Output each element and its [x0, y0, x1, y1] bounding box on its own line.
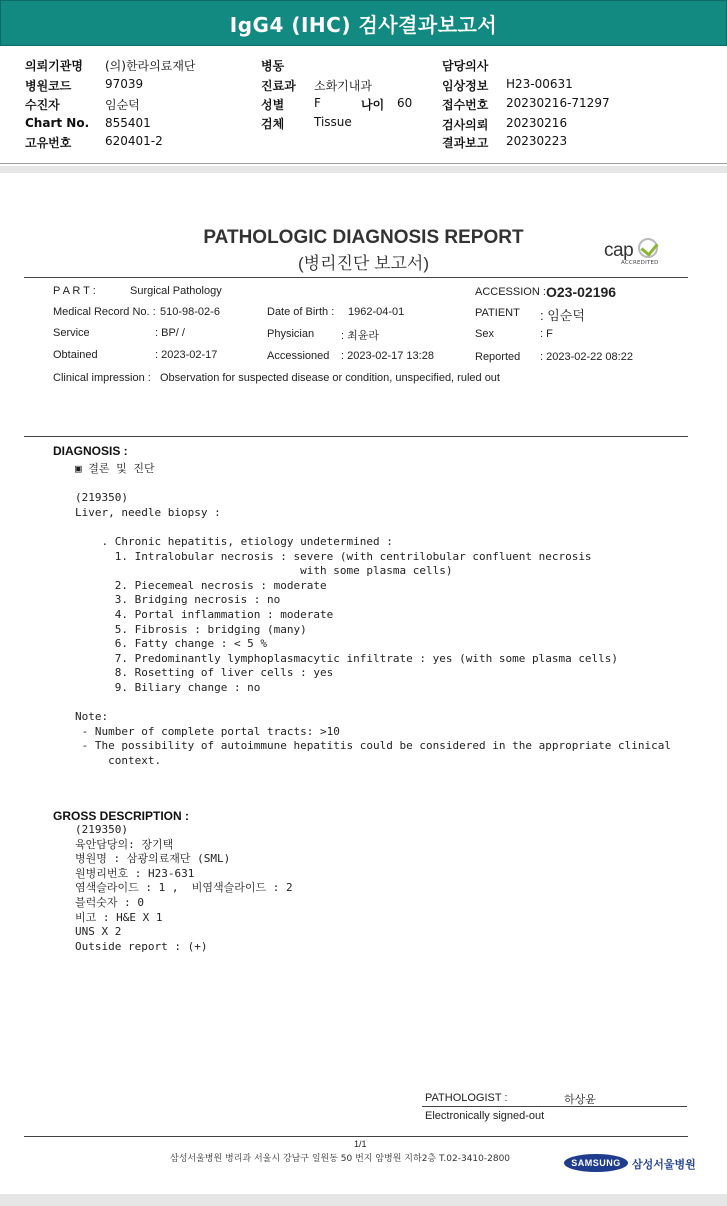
accessioned-label: Accessioned [267, 350, 330, 362]
gross-line: Outside report : (+) [75, 939, 208, 953]
pathologist-name: 하상윤 [564, 1094, 596, 1106]
part-value: Surgical Pathology [130, 285, 222, 297]
header-value: H23-00631 [506, 77, 573, 91]
diagnosis-line [75, 477, 671, 492]
header-label: 의뢰기관명 [25, 59, 83, 73]
header-value: 20230216 [506, 116, 568, 130]
bottom-band [0, 1194, 727, 1206]
diagnosis-line: 5. Fibrosis : bridging (many) [75, 622, 307, 636]
diagnosis-line: ▣ 결론 및 진단 [75, 462, 155, 475]
footer-address: 삼성서울병원 병리과 서울시 강남구 일원동 50 번지 암병원 지하2층 T.02-3410-2800 [170, 1154, 511, 1164]
report-title-bar: IgG4 (IHC) 검사결과보고서 [0, 0, 727, 46]
header-value: F [314, 96, 321, 110]
gross-line: 비고 : H&E X 1 [75, 910, 163, 924]
gross-line: (219350) [75, 823, 128, 836]
clinical-impression-value: Observation for suspected disease or condition, unspecified, ruled out [160, 372, 500, 384]
report-subtitle: (병리진단 보고서) [298, 254, 429, 273]
header-value: 60 [397, 96, 413, 110]
hospital-name: 삼성서울병원 [632, 1158, 696, 1171]
signature-line [422, 1106, 687, 1107]
sex-value: : F [540, 328, 553, 340]
page-gap-band [0, 166, 727, 173]
reported-label: Reported [475, 351, 521, 363]
header-value: 620401-2 [105, 134, 163, 148]
header-divider [0, 163, 727, 164]
diagnosis-line: context. [75, 753, 162, 767]
report-divider-mid [24, 436, 688, 437]
diagnosis-line: 6. Fatty change : < 5 % [75, 637, 268, 651]
signed-out-text: Electronically signed-out [425, 1110, 545, 1122]
diagnosis-line: . Chronic hepatitis, etiology undetermined : [75, 534, 393, 548]
header-label: 담당의사 [442, 59, 489, 73]
gross-line: 블럭숫자 : 0 [75, 895, 144, 909]
header-label: 나이 [361, 98, 385, 112]
diagnosis-heading: DIAGNOSIS : [53, 444, 128, 458]
gross-heading: GROSS DESCRIPTION : [53, 809, 190, 823]
physician-label: Physician [267, 328, 315, 340]
header-label: 검사의뢰 [442, 118, 489, 132]
diagnosis-line [75, 520, 671, 535]
header-label: 결과보고 [442, 136, 489, 150]
gross-line: 염색슬라이드 : 1 , 비염색슬라이드 : 2 [75, 881, 293, 895]
header-value: (의)한라의료재단 [105, 59, 196, 73]
diagnosis-line: with some plasma cells) [75, 564, 453, 578]
header-label: 병원코드 [25, 79, 72, 93]
part-label: P A R T : [53, 285, 96, 297]
header-value: 임순덕 [105, 98, 140, 112]
diagnosis-line: 1. Intralobular necrosis : severe (with centrilobular confluent necrosis [75, 549, 592, 563]
cap-accredited-logo [604, 238, 666, 270]
page-number: 1/1 [354, 1139, 367, 1149]
diagnosis-line: 2. Piecemeal necrosis : moderate [75, 578, 327, 592]
service-label: Service [53, 327, 90, 339]
header-value: 소화기내과 [314, 79, 372, 93]
cap-accredited-text: ACCREDITED [621, 260, 659, 266]
service-value: : BP/ / [155, 327, 185, 339]
obtained-value: : 2023-02-17 [155, 349, 218, 361]
header-label: Chart No. [25, 116, 90, 130]
gross-line: UNS X 2 [75, 925, 122, 939]
diagnosis-line: 9. Biliary change : no [75, 680, 261, 694]
diagnosis-line: 4. Portal inflammation : moderate [75, 607, 334, 621]
gross-line: 병원명 : 삼광의료재단 (SML) [75, 852, 231, 866]
obtained-label: Obtained [53, 349, 98, 361]
diagnosis-line: 3. Bridging necrosis : no [75, 593, 281, 607]
accession-label: ACCESSION : [475, 286, 546, 298]
header-value: 20230216-71297 [506, 96, 610, 110]
header-label: 접수번호 [442, 98, 489, 112]
header-label: 병동 [261, 59, 285, 73]
header-label: 고유번호 [25, 136, 72, 150]
header-value: 855401 [105, 116, 151, 130]
diagnosis-line [75, 696, 671, 711]
diagnosis-line: 7. Predominantly lymphoplasmacytic infiltrate : yes (with some plasma cells) [75, 651, 619, 665]
diagnosis-line: (219350) [75, 491, 128, 505]
diagnosis-line: 8. Rosetting of liver cells : yes [75, 666, 334, 680]
diagnosis-line: Note: [75, 710, 109, 724]
samsung-logo: SAMSUNG [564, 1154, 628, 1172]
mrn-label: Medical Record No. : [53, 306, 156, 318]
header-label: 진료과 [261, 79, 296, 93]
dob-label: Date of Birth : [267, 306, 335, 318]
reported-value: : 2023-02-22 08:22 [540, 351, 633, 363]
report-title: PATHOLOGIC DIAGNOSIS REPORT [203, 227, 524, 248]
physician-value: : 최윤라 [341, 330, 379, 342]
diagnosis-line: - Number of complete portal tracts: >10 [75, 724, 340, 738]
gross-line: 원병리번호 : H23-631 [75, 866, 195, 880]
patient-label: PATIENT [475, 307, 520, 319]
header-value: 20230223 [506, 134, 568, 148]
diagnosis-line: Liver, needle biopsy : [75, 505, 221, 519]
header-label: 검체 [261, 117, 285, 131]
mrn-value: 510-98-02-6 [160, 306, 220, 318]
diagnosis-line: - The possibility of autoimmune hepatitis could be considered in the appropriate clinical [75, 739, 672, 753]
header-value: 97039 [105, 77, 144, 91]
patient-value: : 임순덕 [540, 308, 585, 323]
accessioned-value: : 2023-02-17 13:28 [341, 350, 434, 362]
cap-logo-text: cap [604, 240, 634, 261]
footer-divider [24, 1136, 688, 1137]
dob-value: 1962-04-01 [348, 306, 405, 318]
diagnosis-body [75, 462, 671, 768]
header-value: Tissue [314, 115, 352, 129]
clinical-impression-label: Clinical impression : [53, 372, 151, 384]
header-label: 성별 [261, 98, 285, 112]
header-label: 수진자 [25, 98, 60, 112]
accession-value: O23-02196 [546, 284, 617, 300]
gross-body [75, 823, 293, 954]
report-divider-top [24, 277, 688, 278]
pathologist-label: PATHOLOGIST : [425, 1092, 508, 1104]
gross-line: 육안담당의: 장기택 [75, 837, 174, 851]
header-label: 임상정보 [442, 79, 489, 93]
sex-label: Sex [475, 328, 494, 340]
